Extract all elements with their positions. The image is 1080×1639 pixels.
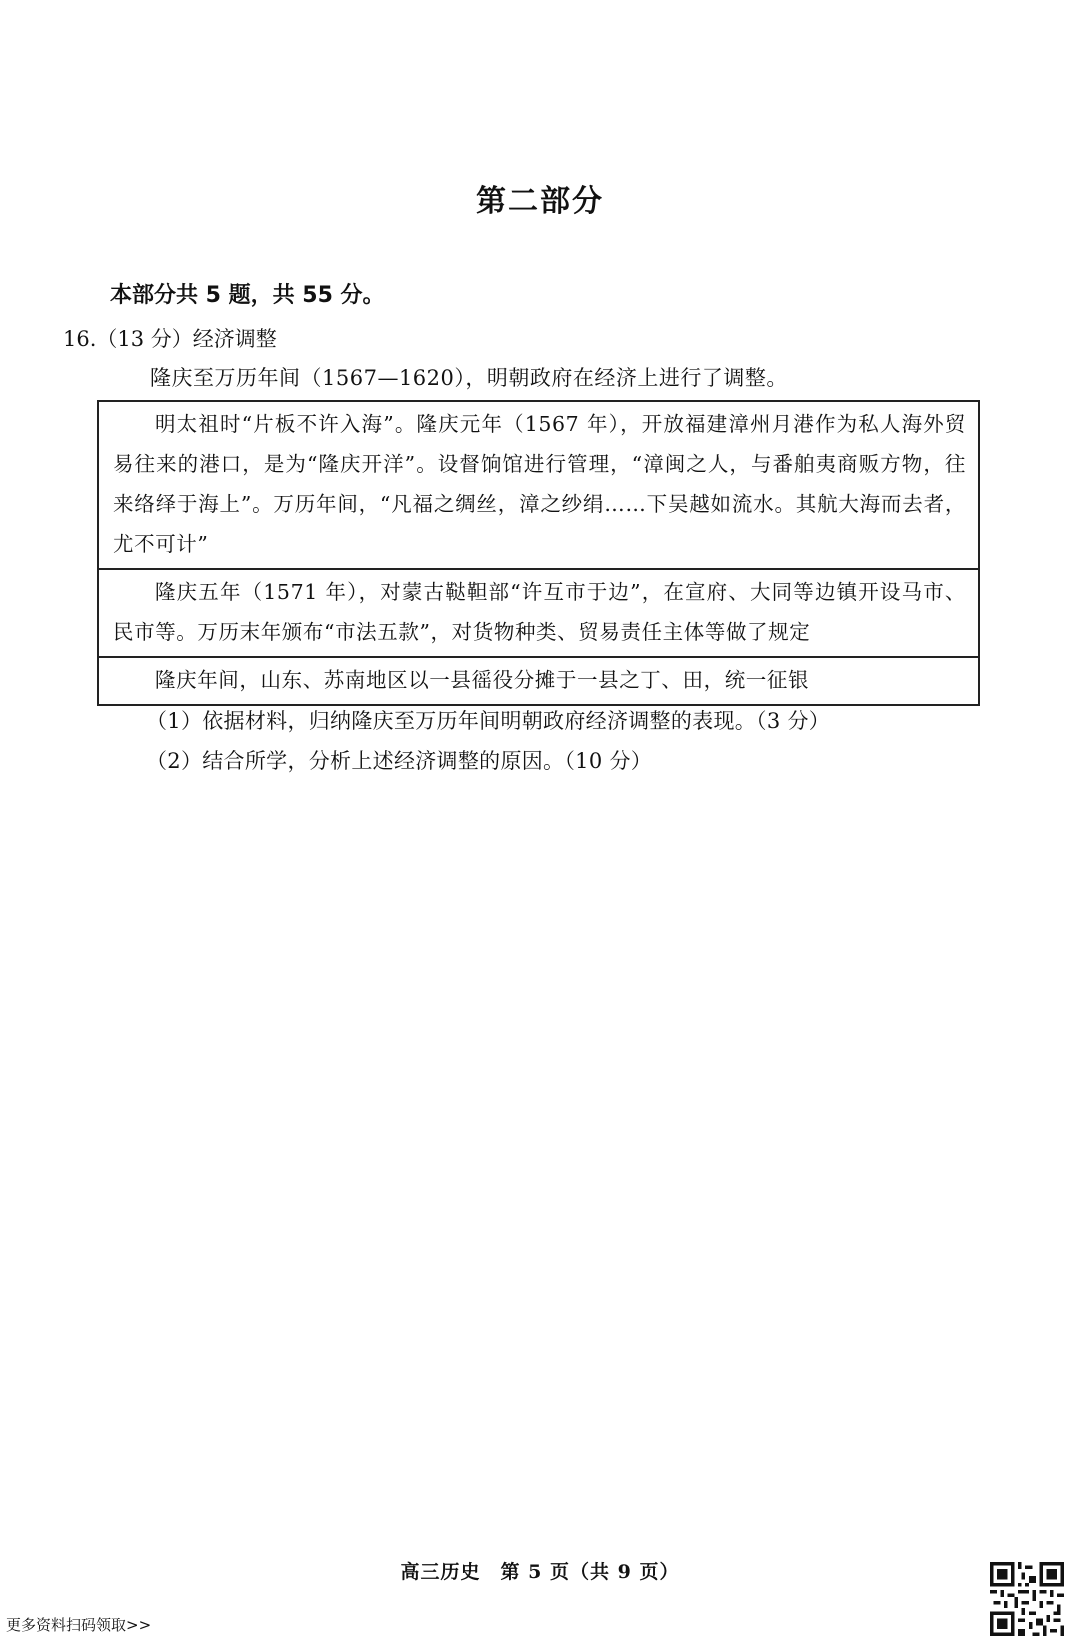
page-footer: 高三历史 第 5 页（共 9 页） <box>400 1561 680 1583</box>
sub-question-1: （1）依据材料，归纳隆庆至万历年间明朝政府经济调整的表现。（3 分） <box>146 709 831 733</box>
question-lead: 隆庆至万历年间（1567—1620），明朝政府在经济上进行了调整。 <box>150 366 788 390</box>
sub-question-2: （2）结合所学，分析上述经济调整的原因。（10 分） <box>146 749 653 773</box>
material-cell-1: 明太祖时“片板不许入海”。隆庆元年（1567 年），开放福建漳州月港作为私人海外贸易往来的港口，是为“隆庆开洋”。设督饷馆进行管理，“漳闽之人，与番舶夷商贩方物，往来络绎于海上”。万历年间，“凡福之绸丝，漳之纱绢……下吴越如流水。其航大海而去者，尤不可计” <box>113 412 966 556</box>
material-cell-3: 隆庆年间，山东、苏南地区以一县徭役分摊于一县之丁、田，统一征银 <box>99 656 978 704</box>
material-cell-2: 隆庆五年（1571 年），对蒙古鞑靼部“许互市于边”，在宣府、大同等边镇开设马市、民市等。万历末年颁布“市法五款”，对货物种类、贸易责任主体等做了规定 <box>99 568 978 656</box>
qr-code-icon[interactable] <box>990 1562 1064 1636</box>
scan-prompt-link[interactable]: 更多资料扫码领取>> <box>6 1616 152 1634</box>
section-title: 第二部分 <box>476 184 604 219</box>
material-table <box>97 400 980 706</box>
section-intro: 本部分共 5 题，共 55 分。 <box>110 283 385 308</box>
question-heading: 16.（13 分）经济调整 <box>63 327 277 351</box>
